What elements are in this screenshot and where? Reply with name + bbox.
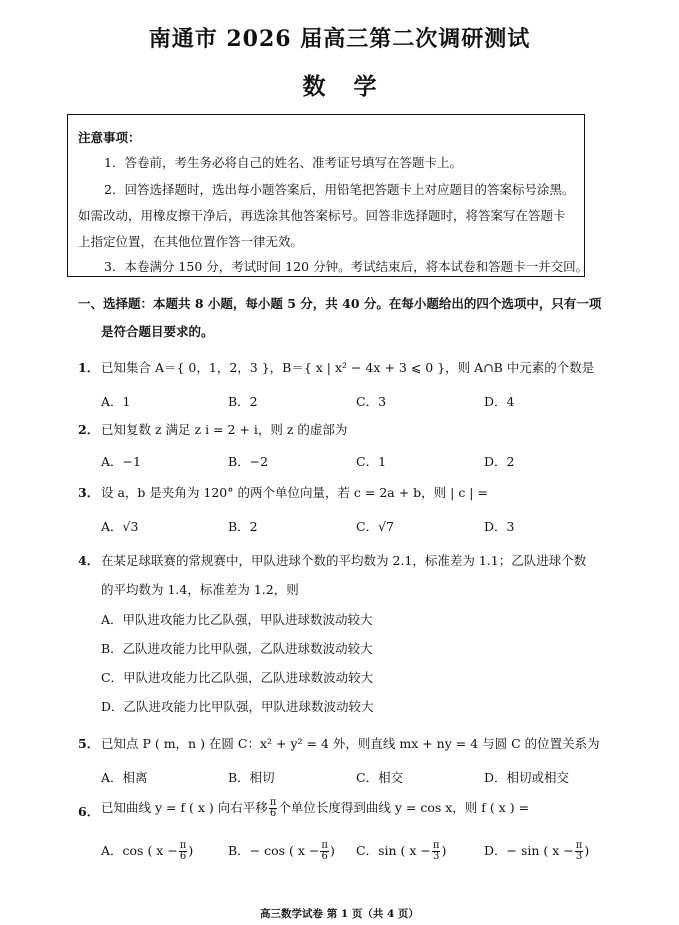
option-a: A．1: [101, 394, 131, 409]
question-text: 已知复数 z 满足 z i = 2 + i，则 z 的虚部为: [101, 422, 348, 437]
exam-title: 南通市 2026 届高三第二次调研测试: [148, 26, 531, 52]
option-a: A．cos ( x − $\frac{\pi}{6}$ ): [101, 840, 194, 862]
option-c: C．3: [356, 394, 387, 409]
question-text: 已知集合 A＝{ 0，1，2，3 }，B＝{ x | x² − 4x + 3 ⩽ 0 }，则 A∩B 中元素的个数是: [101, 360, 595, 375]
option-c: C．1: [356, 454, 387, 469]
option-d: D．3: [484, 519, 515, 534]
page-footer: 高三数学试卷 第 1 页（共 4 页）: [260, 908, 419, 920]
option-d: D．乙队进攻能力比甲队强，甲队进球数波动较大: [101, 699, 374, 714]
question-number: 3．: [78, 485, 100, 500]
fraction: $\frac{\pi}{6}$: [269, 797, 277, 819]
option-a: A．相离: [101, 770, 148, 785]
option-a: A．√3: [101, 519, 139, 534]
option-d: D．− sin ( x − $\frac{\pi}{3}$ ): [484, 840, 590, 862]
option-c: C．√7: [356, 519, 394, 534]
question-text: 设 a，b 是夹角为 120° 的两个单位向量，若 c = 2a + b，则 | c | =: [101, 485, 488, 500]
question-number: 5．: [78, 736, 100, 751]
section-heading-line-2: 是符合题目要求的。: [101, 324, 214, 339]
question-text: 已知点 P ( m，n ) 在圆 C：x² + y² = 4 外，则直线 mx + ny = 4 与圆 C 的位置关系为: [101, 736, 600, 751]
question-text-continued: 的平均数为 1.4，标准差为 1.2，则: [101, 582, 299, 597]
option-a: A．甲队进攻能力比乙队强，甲队进球数波动较大: [101, 612, 373, 627]
option-b: B．2: [228, 519, 258, 534]
question-number: 4．: [78, 553, 100, 568]
option-d: D．相切或相交: [484, 770, 570, 785]
question-number: 1．: [78, 360, 100, 375]
notice-line-2a: 2．回答选择题时，选出每小题答案后，用铅笔把答题卡上对应题目的答案标号涂黑。: [104, 182, 575, 197]
option-b: B．− cos ( x − $\frac{\pi}{6}$ ): [228, 840, 335, 862]
notice-line-2c: 上指定位置，在其他位置作答一律无效。: [78, 234, 304, 249]
option-c: C．sin ( x − $\frac{\pi}{3}$ ): [356, 840, 447, 862]
option-b: B．乙队进攻能力比甲队强，乙队进球数波动较大: [101, 641, 373, 656]
notice-line-3: 3．本卷满分 150 分，考试时间 120 分钟。考试结束后，将本试卷和答题卡一并交回。: [104, 259, 589, 274]
option-c: C．甲队进攻能力比乙队强，乙队进球数波动较大: [101, 670, 374, 685]
option-b: B．−2: [228, 454, 269, 469]
question-text: 在某足球联赛的常规赛中，甲队进球个数的平均数为 2.1，标准差为 1.1；乙队进球个数: [101, 553, 587, 568]
exam-subject: 数学: [302, 73, 405, 100]
option-b: B．相切: [228, 770, 275, 785]
notice-line-2b: 如需改动，用橡皮擦干净后，再选涂其他答案标号。回答非选择题时，将答案写在答题卡: [78, 208, 566, 223]
notice-heading: 注意事项：: [78, 130, 141, 145]
option-c: C．相交: [356, 770, 404, 785]
section-heading-line-1: 一、选择题：本题共 8 小题，每小题 5 分，共 40 分。在每小题给出的四个选项中，只有一项: [78, 296, 602, 311]
notice-line-1: 1．答卷前，考生务必将自己的姓名、准考证号填写在答题卡上。: [104, 155, 462, 170]
option-d: D．2: [484, 454, 515, 469]
question-number: 6．: [78, 804, 100, 819]
question-text: 已知曲线 y = f ( x ) 向右平移 $\frac{\pi}{6}$ 个单位长度得到曲线 y = cos x，则 f ( x ) =: [101, 797, 530, 819]
question-number: 2．: [78, 422, 100, 437]
option-b: B．2: [228, 394, 258, 409]
option-d: D．4: [484, 394, 515, 409]
option-a: A．−1: [101, 454, 141, 469]
